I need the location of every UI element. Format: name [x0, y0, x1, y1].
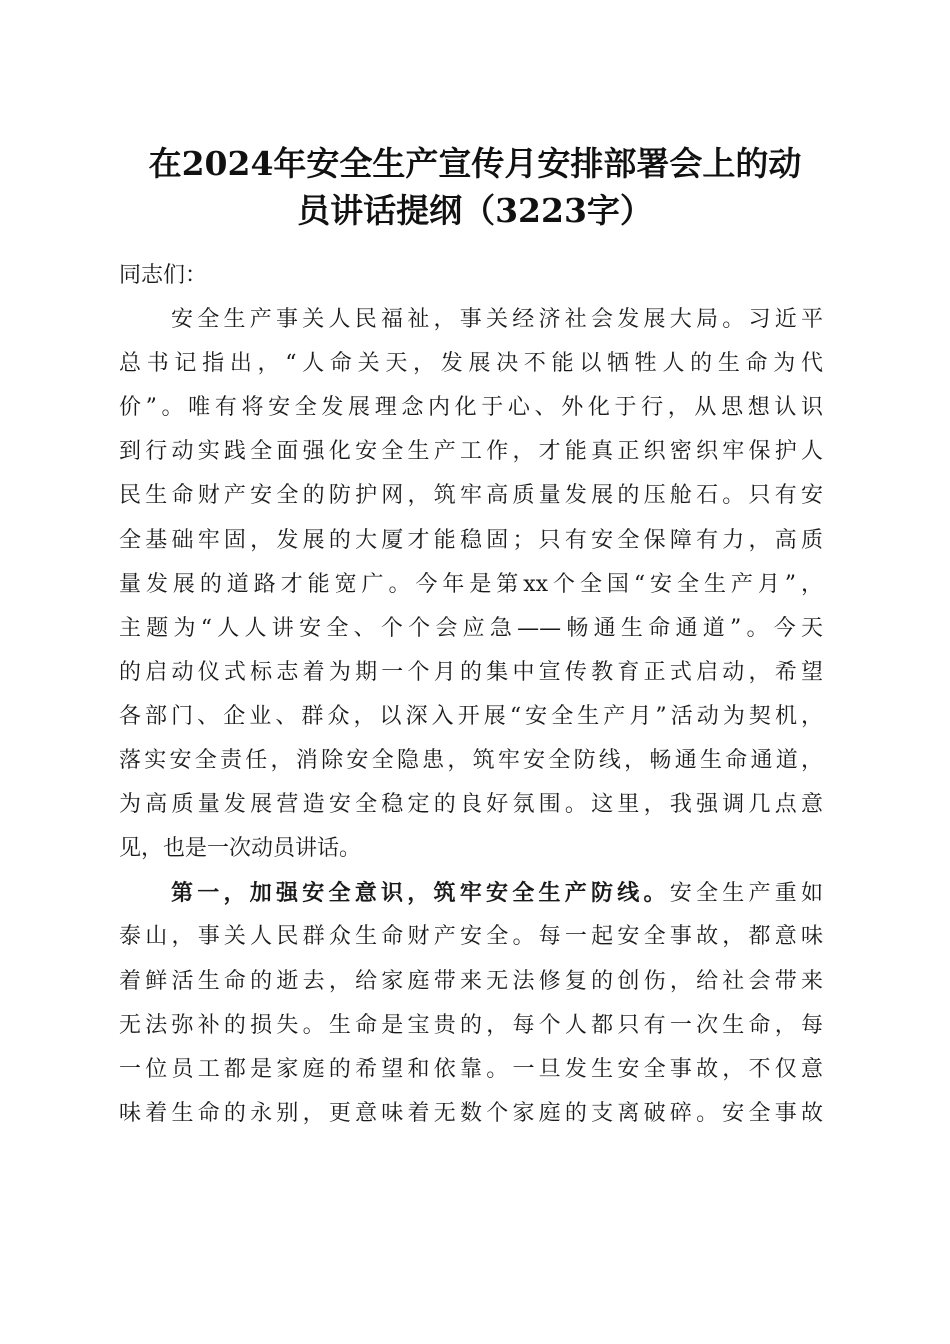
- para1-line: 各部门、企业、群众，以深入开展“安全生产月”活动为契机，: [119, 703, 823, 729]
- para2-line: 泰山，事关人民群众生命财产安全。每一起安全事故，都意味: [119, 924, 823, 950]
- para1-line: 量发展的道路才能宽广。今年是第xx个全国“安全生产月”，: [119, 571, 823, 597]
- para2-line: 无法弥补的损失。生命是宝贵的，每个人都只有一次生命，每: [119, 1012, 823, 1038]
- para1-line: 见，也是一次动员讲话。: [119, 836, 362, 862]
- document-title-line-2: 员讲话提纲（3223字）: [297, 191, 653, 230]
- para1-line: 全基础牢固，发展的大厦才能稳固；只有安全保障有力，高质: [119, 527, 823, 553]
- para1-line: 的启动仪式标志着为期一个月的集中宣传教育正式启动，希望: [119, 659, 823, 685]
- para1-line: 为高质量发展营造安全稳定的良好氛围。这里，我强调几点意: [119, 792, 823, 818]
- para1-line: 民生命财产安全的防护网，筑牢高质量发展的压舱石。只有安: [119, 483, 823, 509]
- para1-line: 价”。唯有将安全发展理念内化于心、外化于行，从思想认识: [119, 395, 823, 421]
- para1-line: 落实安全责任，消除安全隐患，筑牢安全防线，畅通生命通道，: [119, 748, 823, 774]
- para2-line: 一位员工都是家庭的希望和依靠。一旦发生安全事故，不仅意: [119, 1056, 823, 1082]
- para1-line: 总书记指出，“人命关天，发展决不能以牺牲人的生命为代: [119, 351, 823, 377]
- salutation: 同志们：: [119, 263, 208, 288]
- para1-line: 到行动实践全面强化安全生产工作，才能真正织密织牢保护人: [119, 439, 823, 465]
- section-heading: 第一，加强安全意识，筑牢安全生产防线。: [171, 880, 670, 907]
- para2-line: 着鲜活生命的逝去，给家庭带来无法修复的创伤，给社会带来: [119, 968, 823, 994]
- document-body: [119, 254, 823, 1136]
- para2-first-line-rest: 安全生产重如: [669, 881, 823, 907]
- para1-line: 安全生产事关人民福祉，事关经济社会发展大局。习近平: [171, 307, 823, 333]
- para2-first-line: [119, 871, 823, 915]
- para2-line: 味着生命的永别，更意味着无数个家庭的支离破碎。安全事故: [119, 1100, 823, 1126]
- document-title-line-1: 在2024年安全生产宣传月安排部署会上的动: [148, 144, 802, 183]
- para1-line: 主题为“人人讲安全、个个会应急——畅通生命通道”。今天: [119, 615, 823, 641]
